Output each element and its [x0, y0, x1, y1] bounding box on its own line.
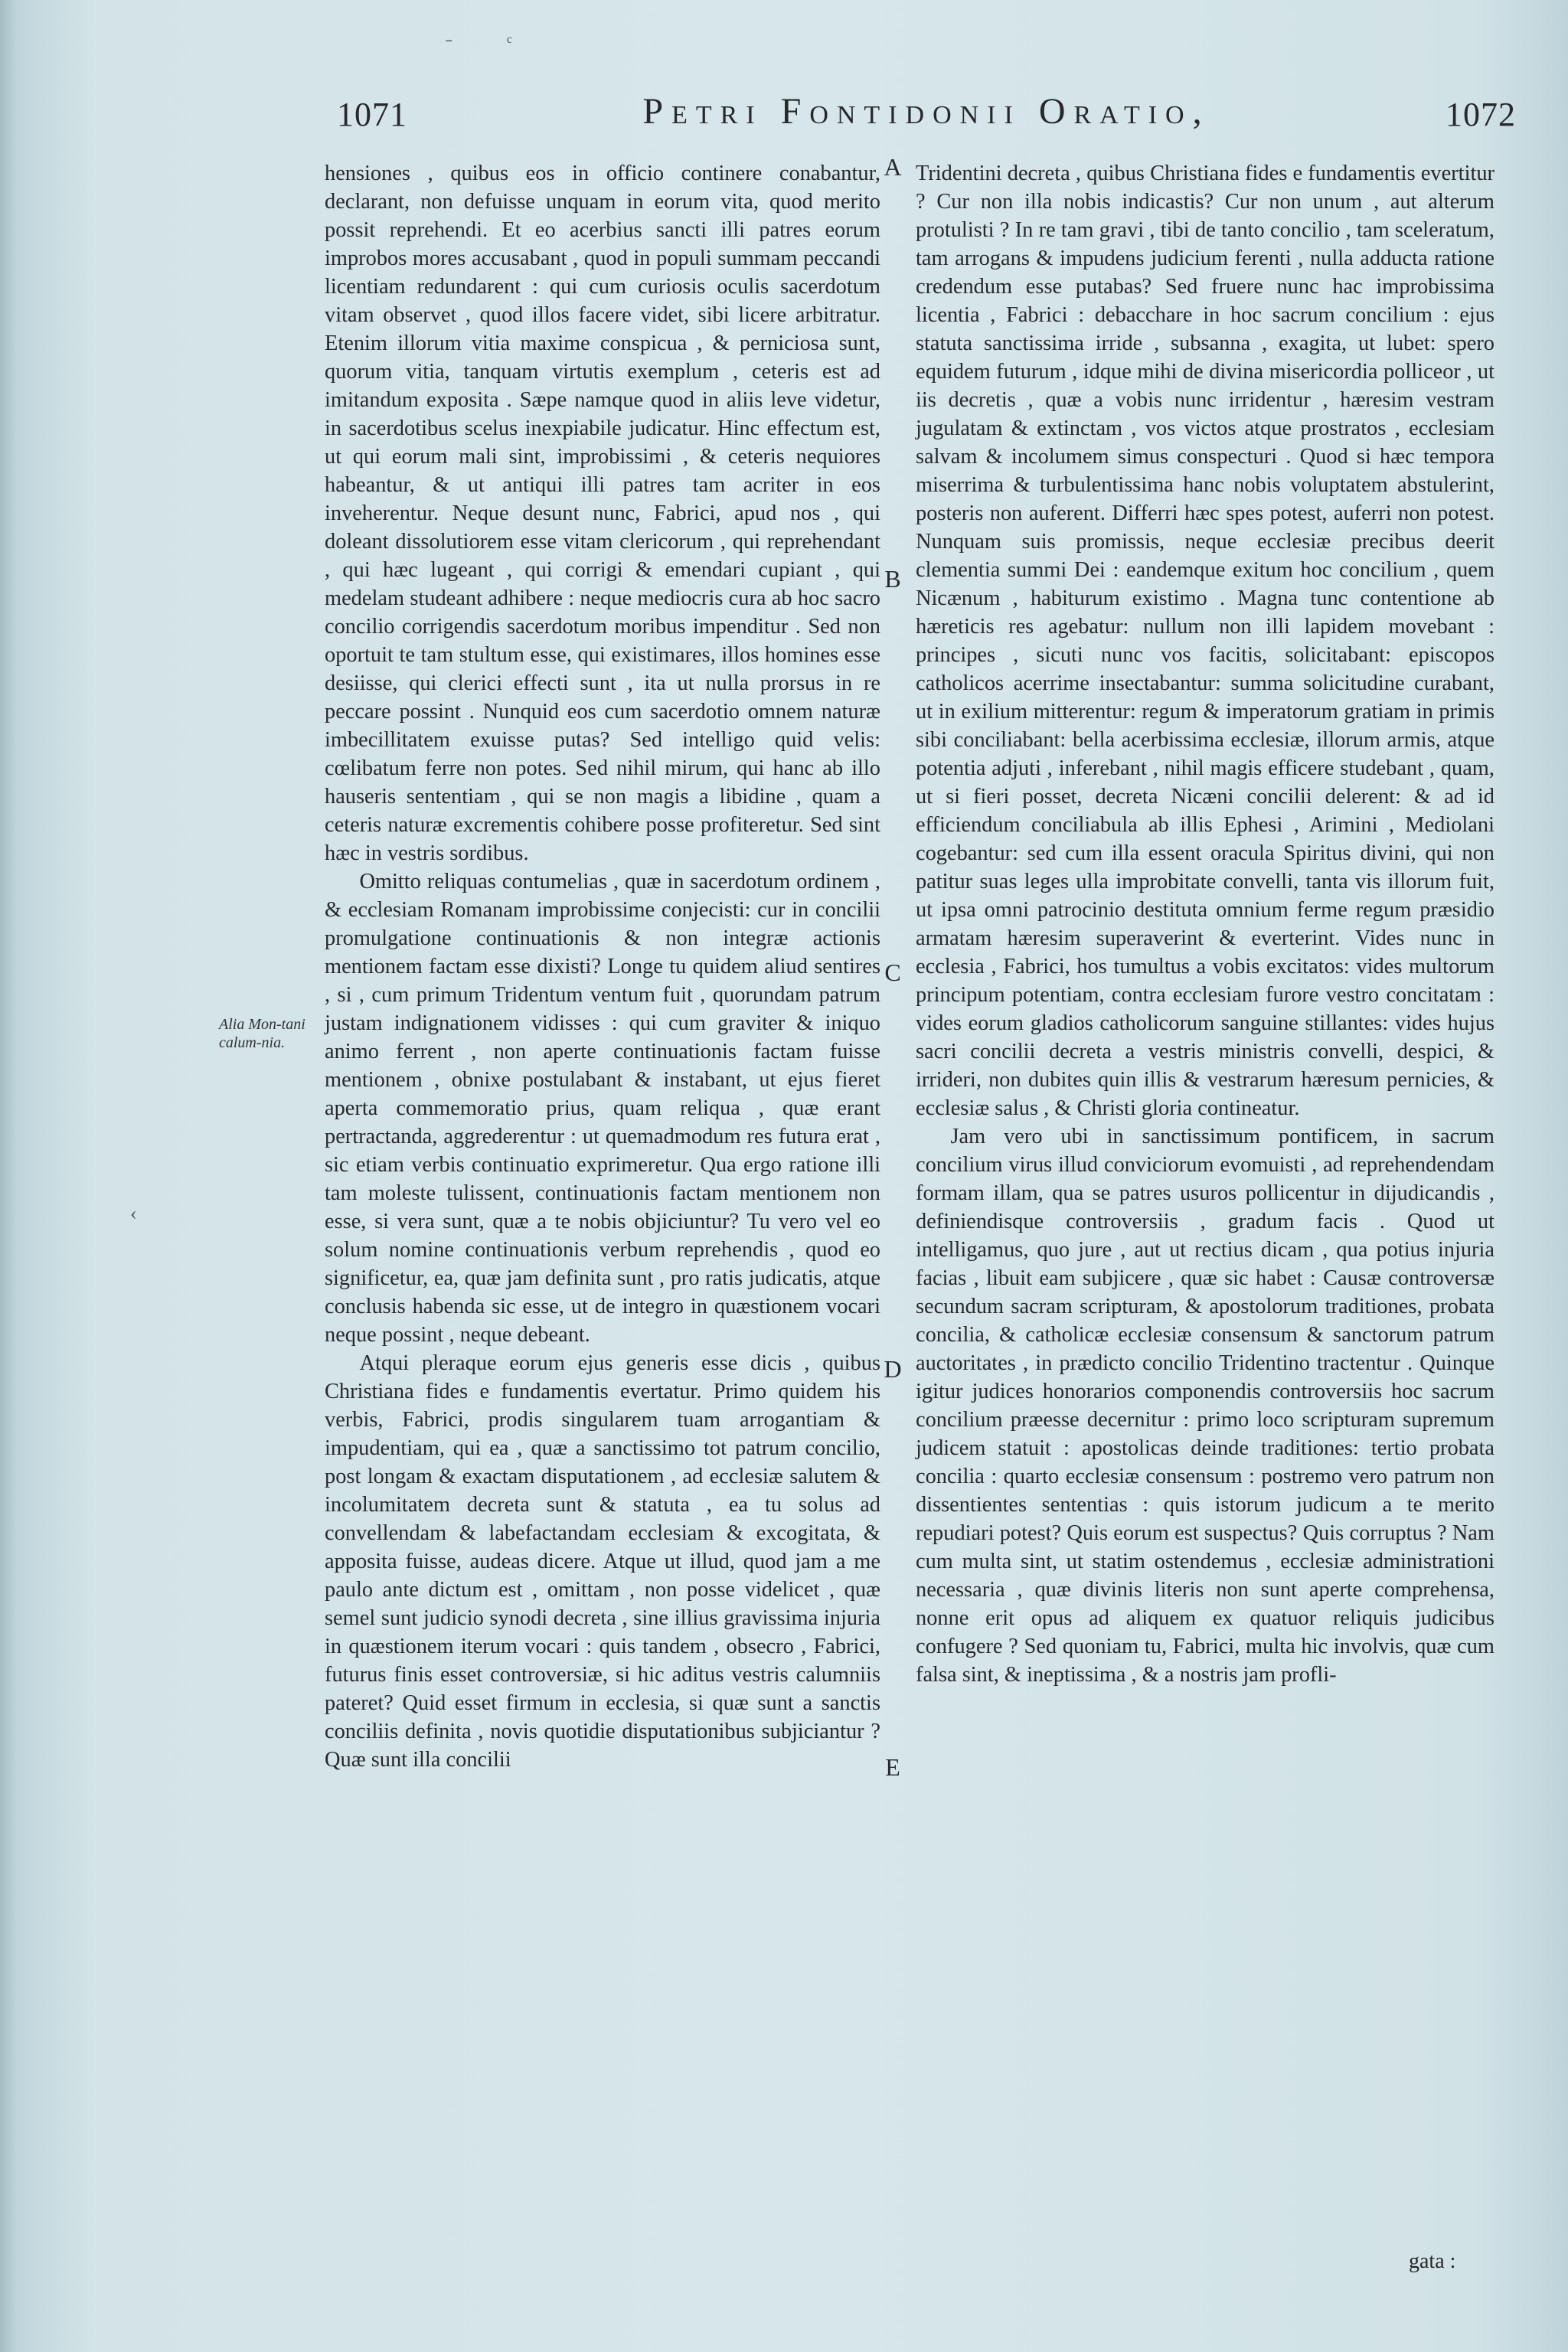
- section-letter-d: D: [884, 1355, 902, 1383]
- paragraph: Omitto reliquas contumelias , quæ in sacerdotum ordinem , & ecclesiam Romanam improbissime conjecisti: cur in concilii promulgatione continuationis & non integræ actionis mentionem factam esse dixisti? Longe tu quidem aliud sentires , si , cum primum Tridentum ventum fuit , quorundam patrum justam indignationem vidisses : qui cum graviter & iniquo animo ferrent , non aperte continuationis factam fuisse mentionem , obnixe postulabant & instabant, ut ejus fieret aperta commemoratio prius, quam reliqua , quæ erant pertractanda, aggrederentur : ut quemadmodum res futura erat , sic etiam verbis continuatio exprimeretur. Qua ergo ratione illi tam moleste tulissent, continuationis factam mentionem non esse, si vera sunt, quæ a te nobis objiciuntur? Tu vero vel eo solum nomine continuationis verbum reprehendis , quod eo significetur, ea, quæ jam definita sunt , pro ratis judicatis, atque conclusis habenda sic esse, ut de integro in quæstionem vocari neque possint , neque debeant.: [325, 870, 880, 1347]
- margin-note: Alia Mon-tani calum-nia.: [219, 1016, 305, 1051]
- running-title: Petri Fontidonii Oratio,: [642, 91, 1210, 132]
- section-letter-a: A: [884, 153, 902, 181]
- section-letter-c: C: [884, 959, 901, 986]
- paragraph: Tridentini decreta , quibus Christiana fides e fundamentis evertitur ? Cur non illa nobis indicastis? Cur non unum , aut alterum protulisti ? In re tam gravi , tibi de tanto concilio , tam sceleratum, tam arrogans & impudens judicium ferenti , nulla adducta ratione credendum esse putabas? Sed fruere nunc hac improbissima licentia , Fabrici : debacchare in hoc sacrum concilium : ejus statuta sanctissima irride , subsanna , exagita, ut lubet: spero equidem futurum , idque mihi de divina misericordia polliceor , ut iis decretis , quæ a vobis nunc irridentur , hæresim vestram jugulatam & extinctam , vos victos atque prostratos , ecclesiam salvam & incolumem simus conspecturi . Quod si hæc tempora miserrima & turbulentissima hanc nobis voluptatem abstulerint, posteris non auferent. Differri hæc spes potest, auferri non potest. Nunquam suis promissis, neque ecclesiæ precibus deerit clementia summi Dei : eandemque exitum hoc concilium , quem Nicænum , habiturum existimo . Magna tunc contentione ab hæreticis res agebatur: nullum non illi lapidem movebant : principes , sicuti nunc vos facitis, solicitabant: episcopos catholicos acerrime insectabantur: summa solicitudine curabant, ut in exilium mitterentur: regum & imperatorum gratiam in primis sibi conciliabant: bella acerbissima ecclesiæ, illorum armis, atque potentia adjuti , inferebant , nihil magis efficere studebant , quam, ut si fieri posset, decreta Nicæni concilii delerent: & ad id efficiendum conciliabula ab illis Ephesi , Arimini , Mediolani cogebantur: sed cum illa essent oracula Spiritus divini, qui non patitur suas leges ulla improbitate convelli, tanta vis illorum fuit, ut ipsa omni patrocinio destituta omnium ferme regum præsidio armatam hæresim superaverint & everterint. Vides nunc in ecclesia , Fabrici, hos tumultus a vobis excitatos: vides multorum principum potentiam, contra ecclesiam furore vestro concitatam : vides eorum gladios catholicorum sanguine stillantes: vides hujus sacri concilii decreta a vestris ministris convelli, despici, & irrideri, non dubites quin illis & vestrarum hæresum pernicies, & ecclesiæ salus , & Christi gloria contineatur.: [916, 162, 1494, 1120]
- section-letter-b: B: [884, 565, 901, 593]
- left-text-column: [325, 159, 880, 1774]
- catchword: gata :: [1409, 2249, 1456, 2273]
- stray-mark: ᶜ: [507, 31, 512, 53]
- page-number-left: 1071: [337, 96, 407, 133]
- stray-mark: ˉ: [446, 35, 452, 57]
- paragraph: Jam vero ubi in sanctissimum pontificem, in sacrum concilium virus illud conviciorum evomuisti , ad reprehendendam formam illam, qua se patres usuros pollicentur in dijudicandis , definiendisque controversiis , gradum facis . Quod ut intelligamus, quo jure , aut ut rectius dicam , qua potius injuria facias , libuit eam subjicere , quæ sic habet : Causæ controversæ secundum sacram scripturam, & apostolorum traditiones, probata concilia, & catholicæ ecclesiæ consensum & sanctorum patrum auctoritates , in prædicto concilio Tridentino tractentur . Quinque igitur judices honorarios componendis controversiis hoc sacrum concilium præesse decernitur : primo loco scripturam supremum judicem statuit : apostolicas deinde traditiones: tertio probata concilia : quarto ecclesiæ consensum : postremo vero patrum non dissentientes sententias : quis istorum judicum a te merito repudiari potest? Quis eorum est suspectus? Quis corruptus ? Nam cum multa sint, ut statim ostendemus , ecclesiæ administrationi necessaria , quæ divinis literis non sunt aperte comprehensa, nonne erit opus ad aliquem ex quatuor reliquis judicibus confugere ? Sed quoniam tu, Fabrici, multa hic involvis, quæ cum falsa sint, & ineptissima , & a nostris jam profli-: [916, 1125, 1494, 1687]
- page-number-right: 1072: [1446, 96, 1516, 133]
- paragraph: Atqui pleraque eorum ejus generis esse dicis , quibus Christiana fides e fundamentis evertatur. Primo quidem his verbis, Fabrici, prodis singularem tuam arrogantiam & impudentiam, qui ea , quæ a sanctissimo tot patrum concilio, post longam & exactam disputationem , ad ecclesiæ salutem & incolumitatem decreta sunt & statuta , ea tu solus ad convellendam & labefactandam ecclesiam & excogitata, & apposita fuisse, audeas dicere. Atque ut illud, quod jam a me paulo ante dictum est , omittam , non posse videlicet , quæ semel sunt judicio synodi decreta , sine illius gravissima injuria in quæstionem iterum vocari : quis tandem , obsecro , Fabrici, futurus finis esset controversiæ, si hic aditus vestris calumniis pateret? Quid esset firmum in ecclesia, si quæ sunt a sanctis conciliis definita , novis quotidie disputationibus subjiciantur ? Quæ sunt illa concilii: [325, 1351, 880, 1772]
- section-letter-e: E: [885, 1753, 900, 1781]
- stray-mark: ‹: [130, 1202, 137, 1224]
- section-letter-gutter: [877, 153, 908, 2144]
- right-text-column: [916, 159, 1494, 1689]
- binding-edge-shadow: [0, 0, 17, 2352]
- paragraph: hensiones , quibus eos in officio continere conabantur, declarant, non defuisse unquam in eorum vita, quod merito possit reprehendi. Et eo acerbius sancti illi patres eorum improbos mores accusabant , quod in populi summam peccandi licentiam redundarent : qui cum curiosis oculis sacerdotum vitam observet , quod illos facere videt, sibi licere arbitratur. Etenim illorum vitia maxime conspicua , & perniciosa sunt, quorum vitia, tanquam virtutis exemplum , ceteris est ad imitandum exposita . Sæpe namque quod in aliis leve videtur, in sacerdotibus scelus inexpiabile judicatur. Hinc effectum est, ut qui eorum mali sint, improbissimi , & ceteris nequiores habeantur, & ut antiqui illi patres tam acriter in eos inveherentur. Neque desunt nunc, Fabrici, apud nos , qui doleant dissolutiorem esse vitam clericorum , qui reprehendant , qui hæc lugeant , qui corrigi & emendari cupiant , qui medelam studeant adhibere : neque mediocris cura ab hoc sacro concilio corrigendis sacerdotum moribus impenditur . Sed non oportuit te tam stultum esse, qui existimares, illos homines esse desiisse, qui clerici effecti sunt , ita ut nulla prorsus in re peccare possint . Nunquid eos cum sacerdotio omnem naturæ imbecillitatem exuisse putas? Sed intelligo quid velis: cœlibatum ferre non potes. Sed nihil mirum, qui hanc ab illo hauseris sententiam , qui se non magis a libidine , quam a ceteris naturæ excrementis cohibere posse profiteretur. Sed sint hæc in vestris sordibus.: [325, 162, 880, 865]
- running-head: [337, 90, 1516, 144]
